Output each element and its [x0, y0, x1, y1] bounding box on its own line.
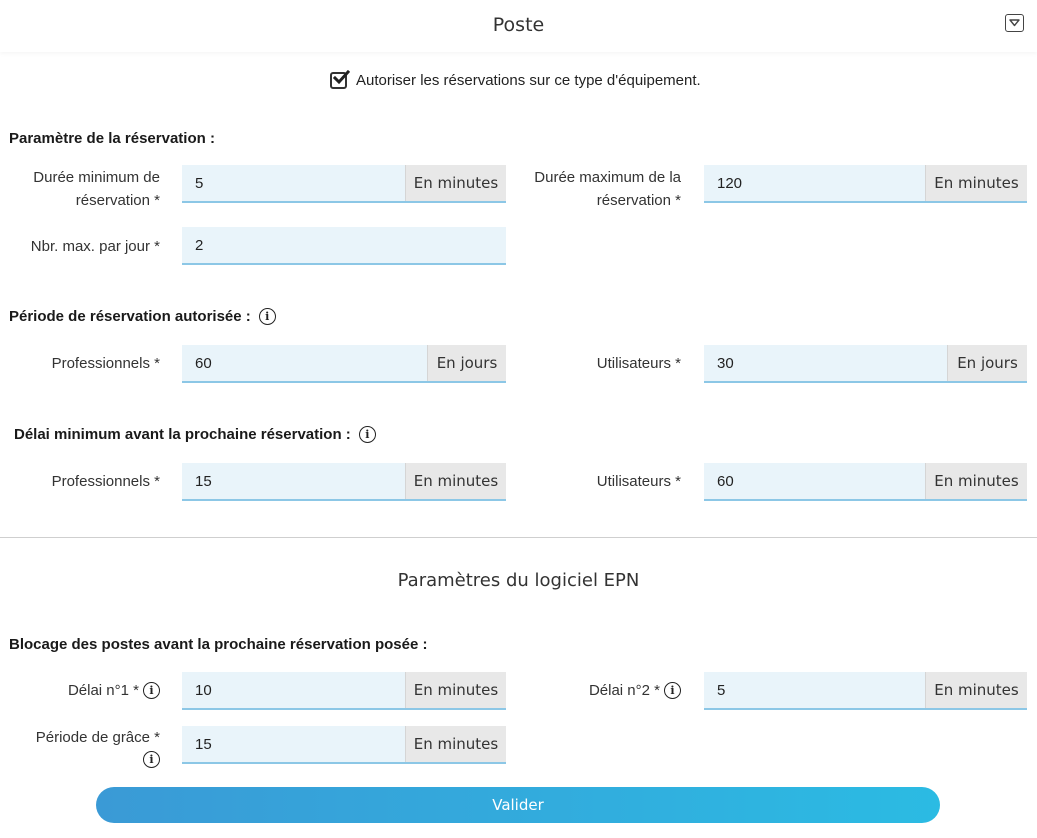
section-title-text: Blocage des postes avant la prochaine réservation posée :: [9, 636, 428, 653]
allowed-period-users-label: Utilisateurs *: [596, 355, 681, 372]
checkbox-checked-icon[interactable]: [330, 72, 347, 89]
allow-reservations-label: Autoriser les réservations sur ce type d'équipement.: [356, 72, 701, 89]
delay2-label: [520, 679, 681, 702]
delay1-input[interactable]: 10: [182, 672, 405, 708]
delay2-field[interactable]: [704, 672, 1027, 710]
info-icon[interactable]: i: [143, 682, 160, 699]
info-icon[interactable]: i: [143, 751, 160, 768]
allowed-period-users-field[interactable]: [704, 345, 1027, 383]
min-delay-users-field[interactable]: [704, 463, 1027, 501]
unit-addon: En minutes: [405, 463, 506, 499]
info-icon[interactable]: i: [664, 682, 681, 699]
min-delay-title: [14, 426, 376, 443]
epn-title: Paramètres du logiciel EPN: [397, 570, 640, 591]
unit-addon: En jours: [947, 345, 1027, 381]
min-delay-professionals-input[interactable]: 15: [182, 463, 405, 499]
grace-period-input[interactable]: 15: [182, 726, 405, 762]
info-icon[interactable]: i: [359, 426, 376, 443]
label-line: Durée maximum de la: [534, 169, 681, 186]
min-delay-professionals-label: Professionnels *: [51, 473, 160, 490]
allowed-period-professionals-label: Professionnels *: [51, 355, 160, 372]
label-text: Délai n°1 *: [67, 682, 139, 699]
allowed-period-users-input[interactable]: 30: [704, 345, 947, 381]
panel-header: [0, 0, 1037, 52]
chevron-down-icon[interactable]: [1005, 14, 1024, 32]
unit-addon: En minutes: [405, 672, 506, 708]
submit-button[interactable]: Valider: [96, 787, 940, 823]
unit-addon: En minutes: [925, 463, 1027, 499]
allowed-period-professionals-field[interactable]: [182, 345, 506, 383]
delay2-input[interactable]: 5: [704, 672, 925, 708]
max-per-day-input[interactable]: 2: [182, 227, 506, 263]
panel-title: Poste: [492, 14, 545, 36]
unit-addon: En minutes: [405, 165, 506, 201]
max-duration-field[interactable]: [704, 165, 1027, 203]
max-per-day-label: Nbr. max. par jour *: [30, 238, 160, 255]
label-line: réservation *: [596, 192, 681, 209]
section-title-text: Période de réservation autorisée :: [9, 308, 251, 325]
min-duration-input[interactable]: 5: [182, 165, 405, 201]
grace-period-field[interactable]: [182, 726, 506, 764]
unit-addon: En minutes: [925, 672, 1027, 708]
unit-addon: En minutes: [925, 165, 1027, 201]
unit-addon: En jours: [427, 345, 506, 381]
label-text: Délai n°2 *: [588, 682, 660, 699]
label-text: Période de grâce *: [35, 729, 160, 746]
section-divider: [0, 537, 1037, 538]
info-icon[interactable]: i: [259, 308, 276, 325]
unit-addon: En minutes: [405, 726, 506, 762]
min-duration-label: [10, 166, 160, 212]
grace-period-label: [10, 726, 160, 768]
min-duration-field[interactable]: [182, 165, 506, 203]
label-line: Durée minimum de: [33, 169, 160, 186]
max-per-day-field[interactable]: [182, 227, 506, 265]
max-duration-label: [520, 166, 681, 212]
delay1-field[interactable]: [182, 672, 506, 710]
min-delay-users-input[interactable]: 60: [704, 463, 925, 499]
min-delay-users-label: Utilisateurs *: [596, 473, 681, 490]
allowed-period-title: [9, 308, 276, 325]
max-duration-input[interactable]: 120: [704, 165, 925, 201]
reservation-params-title: [9, 130, 215, 147]
allowed-period-professionals-input[interactable]: 60: [182, 345, 427, 381]
delay1-label: [10, 679, 160, 702]
allow-reservations-checkbox[interactable]: [330, 72, 701, 89]
epn-block-title: [9, 636, 427, 653]
min-delay-professionals-field[interactable]: [182, 463, 506, 501]
section-title-text: Délai minimum avant la prochaine réservation :: [14, 426, 351, 443]
label-line: réservation *: [75, 192, 160, 209]
section-title-text: Paramètre de la réservation :: [9, 130, 215, 147]
